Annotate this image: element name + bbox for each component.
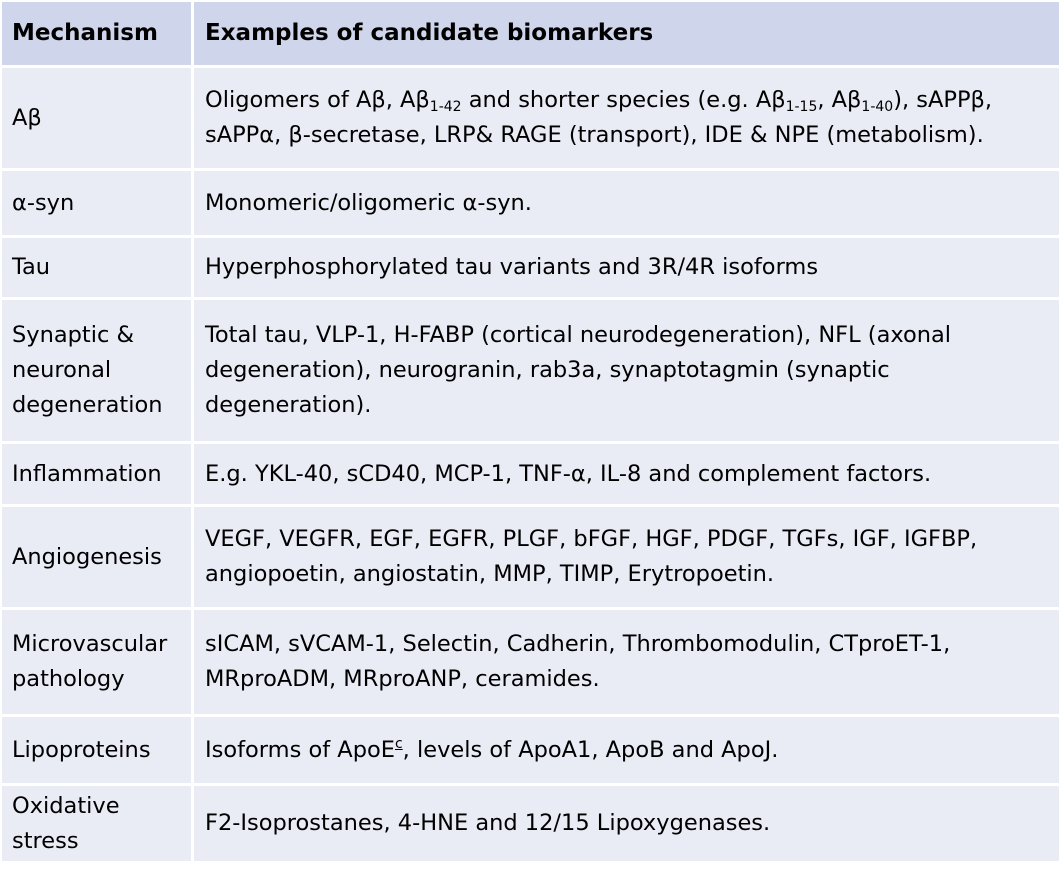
header-examples [194,2,1059,65]
mechanism-label: Aβ [12,104,42,131]
mechanism-label: Synaptic & neuronal degeneration [12,322,163,418]
examples-cell [194,444,1059,504]
subscript: 1-15 [785,99,818,115]
mechanism-label: Oxidative stress [12,792,120,854]
mechanism-label: Inflammation [12,460,162,487]
mechanism-cell [2,300,194,441]
examples-cell [194,238,1059,297]
mechanism-label: Tau [12,254,51,280]
examples-text: VEGF, VEGFR, EGF, EGFR, PLGF, bFGF, HGF, PDGF, TGFs, IGF, IGFBP, angiopoetin, angiostatin, MMP, TIMP, Erytropoetin. [205,526,978,587]
mechanism-cell [2,786,194,861]
examples-text: F2-Isoprostanes, 4-HNE and 12/15 Lipoxygenases. [205,810,771,836]
table-row [2,717,1059,786]
subscript: 1-40 [861,99,894,115]
examples-text-part: Oligomers of Aβ, Aβ [205,87,430,113]
examples-text: E.g. YKL-40, sCD40, MCP-1, TNF-α, IL-8 and complement factors. [205,460,932,487]
examples-cell [194,507,1059,607]
examples-text-part: Isoforms of ApoE [205,736,395,763]
examples-text [205,733,778,768]
examples-text-part: , levels of ApoA1, ApoB and ApoJ. [402,736,779,763]
table-row [2,786,1059,861]
examples-text-part: ), sAPPβ, sAPPα, β-secretase, LRP& RAGE (transport), IDE & NPE (metabolism). [205,87,993,148]
mechanism-label: Microvascular pathology [12,631,168,692]
mechanism-cell [2,610,194,714]
mechanism-cell [2,171,194,235]
biomarker-table [2,2,1059,861]
examples-text: Total tau, VLP-1, H-FABP (cortical neurodegeneration), NFL (axonal degeneration), neurogranin, rab3a, synaptotagmin (synaptic degeneration). [205,322,952,418]
mechanism-cell [2,68,194,168]
examples-cell [194,610,1059,714]
table-row [2,68,1059,171]
examples-cell [194,786,1059,861]
examples-cell [194,300,1059,441]
mechanism-cell [2,717,194,783]
examples-cell [194,68,1059,168]
examples-text-part: , Aβ [817,87,862,113]
table-row [2,300,1059,444]
mechanism-cell [2,507,194,607]
header-mechanism-label: Mechanism [12,20,158,46]
mechanism-label: α-syn [12,189,75,216]
subscript: 1-42 [429,99,462,115]
table-row [2,171,1059,238]
examples-text: Hyperphosphorylated tau variants and 3R/4R isoforms [205,254,819,280]
mechanism-label: Lipoproteins [12,736,151,763]
mechanism-label: Angiogenesis [12,543,162,570]
examples-text: sICAM, sVCAM-1, Selectin, Cadherin, Thrombomodulin, CTproET-1, MRproADM, MRproANP, ceramides. [205,631,951,692]
mechanism-cell [2,238,194,297]
header-examples-label: Examples of candidate biomarkers [205,20,654,46]
examples-cell [194,171,1059,235]
examples-text-part: and shorter species (e.g. Aβ [461,87,786,113]
table-row [2,238,1059,300]
header-mechanism [2,2,194,65]
table-row [2,610,1059,717]
superscript: c [394,735,403,752]
table-header-row [2,2,1059,68]
examples-text: Monomeric/oligomeric α-syn. [205,189,532,216]
examples-text [205,83,1047,153]
table-row [2,444,1059,507]
examples-cell [194,717,1059,783]
table-row [2,507,1059,610]
mechanism-cell [2,444,194,504]
